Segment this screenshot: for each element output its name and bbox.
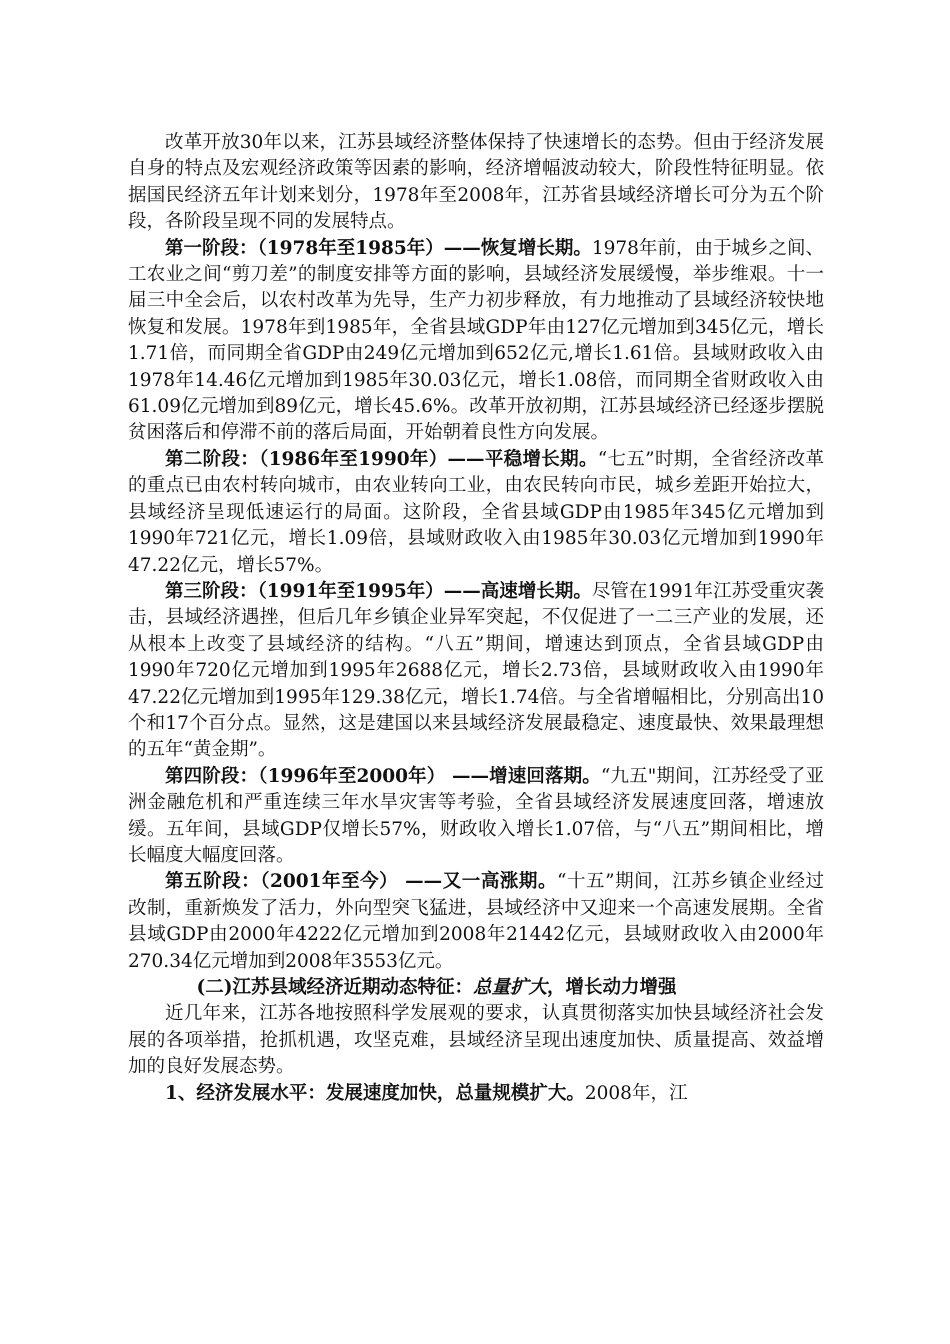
section-2-title-plain: (二)江苏县域经济近期动态特征： <box>196 977 473 998</box>
section-2-title-italic: 总量扩大 <box>472 977 547 998</box>
stage-4-body: “九五"期间，江苏经受了亚洲金融危机和严重连续三年水旱灾害等考验，全省县域经济发展速度回落，增速放缓。五年间，县域GDP仅增长57%，财政收入增长1.07倍，与“八五”期间相比，增长幅度大幅度回落。 <box>128 765 825 866</box>
stage-3-paragraph <box>128 579 824 764</box>
stage-4-paragraph <box>128 764 824 870</box>
stage-4-heading: 第四阶段：（1996年至2000年） ——增速回落期。 <box>165 765 601 787</box>
section-2-heading <box>128 975 824 1001</box>
stage-2-body: “七五”时期，全省经济改革的重点已由农村转向城市，由农业转向工业，由农民转向市民，城乡差距开始拉大，县域经济呈现低速运行的局面。这阶段，全省县域GDP由1985年345亿元增加到1990年721亿元，增长1.09倍，县域财政收入由1985年30.03亿元增加到1990年47.22亿元，增长57%。 <box>128 448 824 576</box>
stage-1-body: 1978年前，由于城乡之间、工农业之间“剪刀差”的制度安排等方面的影响，县域经济发展缓慢，举步维艰。十一届三中全会后，以农村改革为先导，生产力初步释放，有力地推动了县域经济较快地恢复和发展。1978年到1985年，全省县域GDP年由127亿元增加到345亿元，增长1.71倍，而同期全省GDP由249亿元增加到652亿元,增长1.61倍。县域财政收入由1978年14.46亿元增加到1985年30.03亿元，增长1.08倍，而同期全省财政收入由61.09亿元增加到89亿元，增长45.6%。改革开放初期，江苏县域经济已经逐步摆脱贫困落后和停滞不前的落后局面，开始朝着良性方向发展。 <box>128 237 824 444</box>
stage-2-paragraph <box>128 447 824 579</box>
stage-2-heading: 第二阶段：（1986年至1990年）——平稳增长期。 <box>165 448 598 470</box>
stage-5-body: “十五”期间，江苏乡镇企业经过改制，重新焕发了活力，外向型突飞猛进，县域经济中又迎来一个高速发展期。全省县域GDP由2000年4222亿元增加到2008年21442亿元，县域财政收入由2000年270.34亿元增加到2008年3553亿元。 <box>128 871 824 972</box>
stage-5-heading: 第五阶段：（2001年至今） ——又一高涨期。 <box>165 871 557 893</box>
stage-1-heading: 第一阶段：（1978年至1985年）——恢复增长期。 <box>165 237 592 259</box>
document-page <box>128 130 824 1107</box>
stage-5-paragraph <box>128 869 824 975</box>
item-1-paragraph <box>128 1081 824 1107</box>
section-2-paragraph: 近几年来，江苏各地按照科学发展观的要求，认真贯彻落实加快县域经济社会发展的各项举措，抢抓机遇，攻坚克难，县域经济呈现出速度加快、质量提高、效益增加的良好发展态势。 <box>128 1003 824 1078</box>
item-1-heading: 1、经济发展水平：发展速度加快，总量规模扩大。 <box>165 1082 585 1104</box>
intro-paragraph: 改革开放30年以来，江苏县域经济整体保持了快速增长的态势。但由于经济发展自身的特点及宏观经济政策等因素的影响，经济增幅波动较大，阶段性特征明显。依据国民经济五年计划来划分，1978年至2008年，江苏省县域经济增长可分为五个阶段，各阶段呈现不同的发展特点。 <box>128 132 824 233</box>
stage-3-heading: 第三阶段：（1991年至1995年）——高速增长期。 <box>165 580 592 602</box>
stage-3-body: 尽管在1991年江苏受重灾袭击，县域经济遇挫，但后几年乡镇企业异军突起，不仅促进了一二三产业的发展，还从根本上改变了县域经济的结构。“八五”期间，增速达到顶点，全省县域GDP由1990年720亿元增加到1995年2688亿元，增长2.73倍，县域财政收入由1990年47.22亿元增加到1995年129.38亿元，增长1.74倍。与全省增幅相比，分别高出10个和17个百分点。显然，这是建国以来县域经济发展最稳定、速度最快、效果最理想的五年“黄金期”。 <box>128 580 824 761</box>
stage-1-paragraph <box>128 236 824 447</box>
section-2-title-rest: ，增长动力增强 <box>546 977 677 998</box>
item-1-body: 2008年，江 <box>584 1082 688 1104</box>
